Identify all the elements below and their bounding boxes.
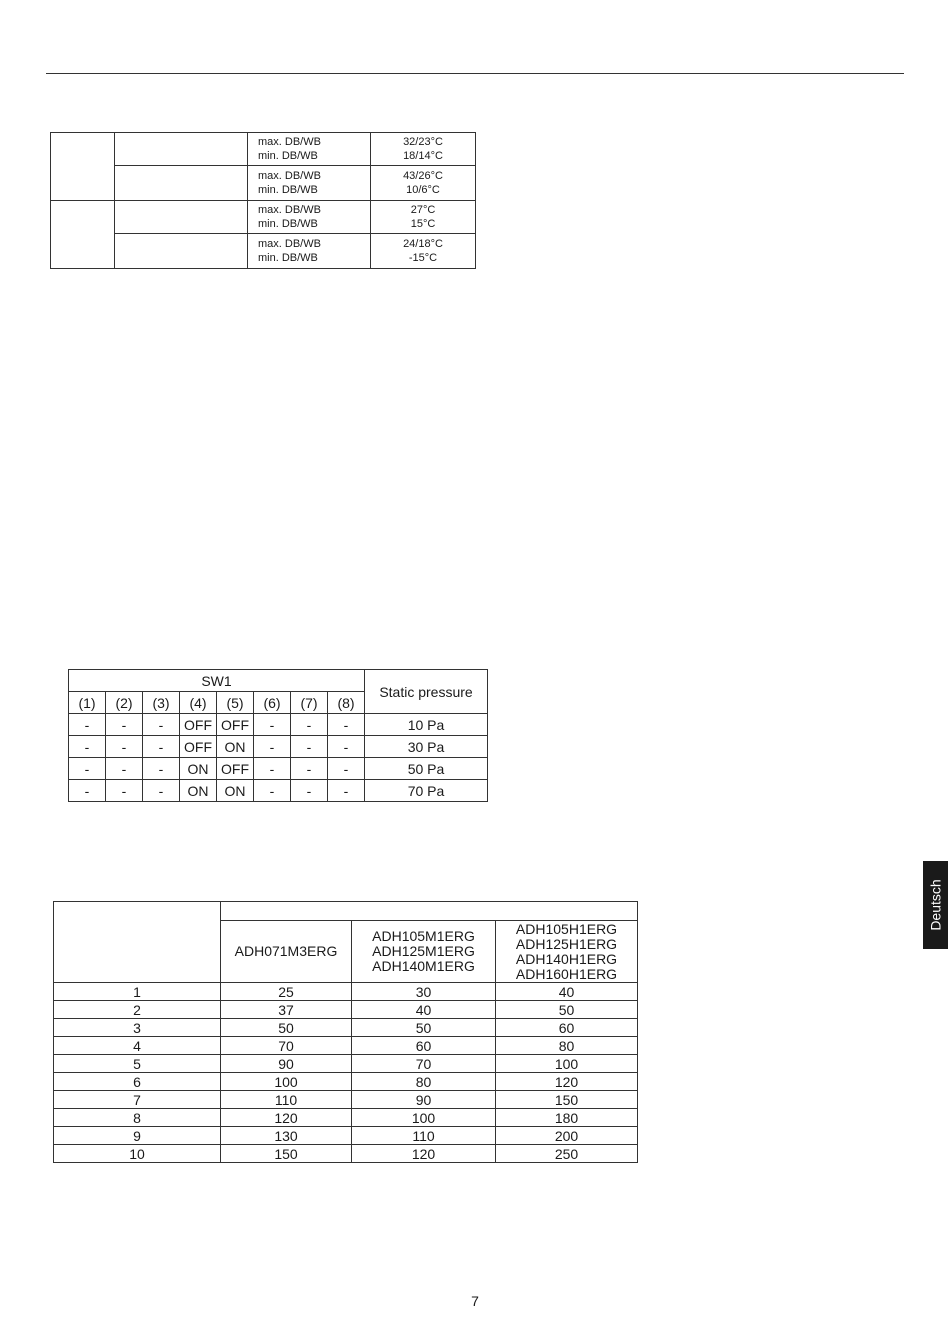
max-value: 24/18°C (403, 238, 443, 250)
switch-header: (7) (291, 692, 328, 714)
value-cell: 70 (221, 1037, 352, 1055)
model-name: ADH160H1ERG (515, 965, 618, 982)
model-name: ADH140M1ERG (372, 958, 475, 974)
value-cell: 30 (352, 983, 496, 1001)
min-label: min. DB/WB (258, 150, 318, 162)
model-header (496, 921, 638, 983)
switch-cell: OFF (217, 714, 254, 736)
value-cell: 37 (221, 1001, 352, 1019)
condition-label-cell (248, 201, 371, 234)
value-cell: 60 (352, 1037, 496, 1055)
value-cell: 40 (352, 1001, 496, 1019)
table-row (54, 1109, 638, 1127)
switch-cell: - (291, 714, 328, 736)
model-name: ADH071M3ERG (234, 943, 338, 959)
min-value: 18/14°C (403, 150, 443, 162)
table-row (69, 736, 488, 758)
condition-value-cell (371, 201, 476, 234)
side-cell (115, 201, 248, 234)
model-name: ADH105M1ERG (372, 928, 475, 944)
airflow-table (53, 901, 638, 1163)
switch-cell: - (254, 714, 291, 736)
step-cell: 8 (54, 1109, 221, 1127)
value-cell: 120 (221, 1109, 352, 1127)
switch-cell: - (328, 758, 365, 780)
step-cell: 5 (54, 1055, 221, 1073)
table-header-row (54, 902, 638, 921)
table-row (54, 1001, 638, 1019)
header-rule (46, 73, 904, 74)
table-header-row (69, 670, 488, 692)
step-cell: 7 (54, 1091, 221, 1109)
model-name: ADH125M1ERG (372, 943, 475, 959)
value-cell: 120 (496, 1073, 638, 1091)
switch-cell: - (254, 780, 291, 802)
sw1-static-pressure-table (68, 669, 488, 802)
switch-cell: OFF (180, 736, 217, 758)
min-label: min. DB/WB (258, 252, 318, 264)
switch-header: (2) (106, 692, 143, 714)
step-cell: 4 (54, 1037, 221, 1055)
value-cell: 110 (352, 1127, 496, 1145)
model-name: ADH105H1ERG (515, 920, 618, 937)
switch-cell: - (69, 780, 106, 802)
max-label: max. DB/WB (258, 170, 321, 182)
step-cell: 1 (54, 983, 221, 1001)
side-cell (115, 166, 248, 201)
switch-header: (5) (217, 692, 254, 714)
switch-cell: - (143, 736, 180, 758)
table-row (54, 983, 638, 1001)
value-cell: 50 (496, 1001, 638, 1019)
table-row (54, 1145, 638, 1163)
value-cell: 90 (352, 1091, 496, 1109)
pressure-cell: 50 Pa (365, 758, 488, 780)
value-cell: 120 (352, 1145, 496, 1163)
model-name: ADH140H1ERG (515, 950, 618, 967)
model-header (352, 921, 496, 983)
table-row (54, 1037, 638, 1055)
sw1-title: SW1 (69, 670, 365, 692)
value-cell: 250 (496, 1145, 638, 1163)
value-cell: 50 (352, 1019, 496, 1037)
min-value: 10/6°C (406, 184, 440, 196)
switch-header: (1) (69, 692, 106, 714)
min-value: -15°C (408, 252, 438, 264)
switch-cell: ON (180, 758, 217, 780)
value-cell: 90 (221, 1055, 352, 1073)
switch-cell: - (291, 758, 328, 780)
table-row (51, 133, 476, 166)
min-value: 15°C (410, 218, 436, 230)
side-cell (115, 133, 248, 166)
table-row (54, 1019, 638, 1037)
switch-cell: - (291, 780, 328, 802)
switch-cell: - (328, 714, 365, 736)
table-row (69, 758, 488, 780)
value-cell: 110 (221, 1091, 352, 1109)
table-row (51, 234, 476, 269)
table-row (54, 1091, 638, 1109)
model-name: ADH125H1ERG (515, 935, 618, 952)
step-cell: 10 (54, 1145, 221, 1163)
switch-cell: ON (217, 780, 254, 802)
switch-cell: - (106, 714, 143, 736)
table-row (51, 201, 476, 234)
switch-cell: - (69, 758, 106, 780)
switch-cell: - (106, 758, 143, 780)
switch-cell: - (328, 780, 365, 802)
mode-cell (51, 133, 115, 201)
switch-cell: OFF (217, 758, 254, 780)
table-row (54, 1055, 638, 1073)
pressure-cell: 30 Pa (365, 736, 488, 758)
switch-cell: - (143, 758, 180, 780)
condition-label-cell (248, 133, 371, 166)
switch-header: (6) (254, 692, 291, 714)
switch-header: (4) (180, 692, 217, 714)
value-cell: 40 (496, 983, 638, 1001)
value-cell: 80 (352, 1073, 496, 1091)
language-tab (923, 861, 948, 949)
step-cell: 3 (54, 1019, 221, 1037)
min-label: min. DB/WB (258, 218, 318, 230)
value-cell: 25 (221, 983, 352, 1001)
step-cell: 9 (54, 1127, 221, 1145)
operating-range-table (50, 132, 476, 269)
switch-header: (8) (328, 692, 365, 714)
value-cell: 100 (496, 1055, 638, 1073)
switch-cell: - (291, 736, 328, 758)
step-header (54, 902, 221, 983)
switch-cell: - (328, 736, 365, 758)
table-row (54, 1073, 638, 1091)
value-cell: 100 (352, 1109, 496, 1127)
max-value: 43/26°C (403, 170, 443, 182)
side-cell (115, 234, 248, 269)
mode-cell (51, 201, 115, 269)
switch-cell: ON (217, 736, 254, 758)
max-label: max. DB/WB (258, 238, 321, 250)
model-group-header (221, 902, 638, 921)
step-cell: 6 (54, 1073, 221, 1091)
value-cell: 130 (221, 1127, 352, 1145)
switch-cell: - (69, 736, 106, 758)
switch-cell: - (106, 736, 143, 758)
switch-cell: - (143, 780, 180, 802)
value-cell: 80 (496, 1037, 638, 1055)
value-cell: 60 (496, 1019, 638, 1037)
max-value: 32/23°C (403, 136, 443, 148)
value-cell: 150 (496, 1091, 638, 1109)
switch-cell: - (69, 714, 106, 736)
value-cell: 180 (496, 1109, 638, 1127)
switch-cell: - (254, 758, 291, 780)
condition-label-cell (248, 166, 371, 201)
model-header (221, 921, 352, 983)
max-label: max. DB/WB (258, 136, 321, 148)
max-value: 27°C (410, 204, 436, 216)
value-cell: 50 (221, 1019, 352, 1037)
condition-label-cell (248, 234, 371, 269)
switch-cell: - (254, 736, 291, 758)
min-label: min. DB/WB (258, 184, 318, 196)
switch-cell: - (106, 780, 143, 802)
page-number: 7 (471, 1293, 479, 1309)
table-row (69, 780, 488, 802)
switch-cell: - (143, 714, 180, 736)
max-label: max. DB/WB (258, 204, 321, 216)
switch-header: (3) (143, 692, 180, 714)
step-cell: 2 (54, 1001, 221, 1019)
pressure-cell: 70 Pa (365, 780, 488, 802)
switch-cell: OFF (180, 714, 217, 736)
language-tab-label: Deutsch (927, 879, 944, 931)
static-pressure-header: Static pressure (365, 670, 488, 714)
value-cell: 70 (352, 1055, 496, 1073)
table-row (54, 1127, 638, 1145)
table-row (51, 166, 476, 201)
value-cell: 200 (496, 1127, 638, 1145)
switch-cell: ON (180, 780, 217, 802)
table-row (69, 714, 488, 736)
condition-value-cell (371, 166, 476, 201)
condition-value-cell (371, 133, 476, 166)
pressure-cell: 10 Pa (365, 714, 488, 736)
value-cell: 100 (221, 1073, 352, 1091)
value-cell: 150 (221, 1145, 352, 1163)
condition-value-cell (371, 234, 476, 269)
